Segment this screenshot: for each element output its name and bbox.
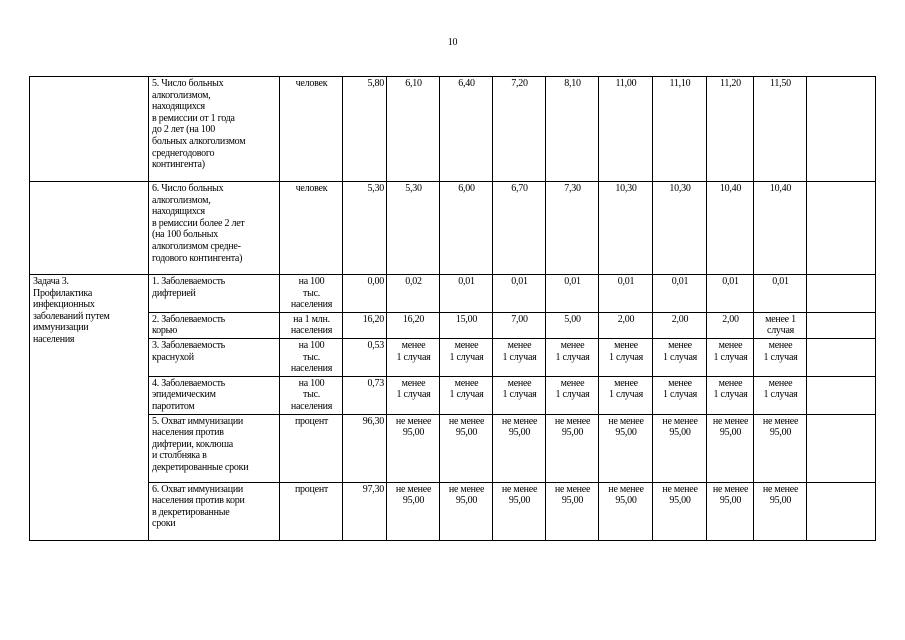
- value-cell: менее 1 случая: [754, 312, 807, 338]
- value-cell: 6,70: [493, 182, 546, 275]
- task-cell: [30, 77, 149, 182]
- table-row: [30, 312, 876, 338]
- table-row: [30, 275, 876, 313]
- value-cell: 96,30: [343, 414, 387, 482]
- value-cell: не менее 95,00: [546, 482, 599, 540]
- value-cell: менее 1 случая: [599, 338, 653, 376]
- value-cell: менее 1 случая: [387, 338, 440, 376]
- indicator-cell: 5. Число больных алкоголизмом, находящихся в ремиссии от 1 года до 2 лет (на 100 больных алкоголизмом среднегодового контингента): [149, 77, 280, 182]
- value-cell: 0,01: [440, 275, 493, 313]
- value-cell: 10,40: [754, 182, 807, 275]
- last-cell: [807, 338, 876, 376]
- last-cell: [807, 312, 876, 338]
- value-cell: менее 1 случая: [493, 376, 546, 414]
- value-cell: не менее 95,00: [599, 414, 653, 482]
- value-cell: не менее 95,00: [440, 482, 493, 540]
- unit-cell: процент: [280, 482, 343, 540]
- value-cell: 0,00: [343, 275, 387, 313]
- value-cell: 0,73: [343, 376, 387, 414]
- value-cell: 5,30: [387, 182, 440, 275]
- value-cell: менее 1 случая: [707, 338, 754, 376]
- value-cell: не менее 95,00: [653, 482, 707, 540]
- table-row: [30, 414, 876, 482]
- value-cell: не менее 95,00: [387, 482, 440, 540]
- value-cell: менее 1 случая: [387, 376, 440, 414]
- last-cell: [807, 414, 876, 482]
- value-cell: не менее 95,00: [754, 482, 807, 540]
- value-cell: не менее 95,00: [707, 482, 754, 540]
- value-cell: не менее 95,00: [440, 414, 493, 482]
- task-cell: [30, 182, 149, 275]
- last-cell: [807, 376, 876, 414]
- value-cell: 0,02: [387, 275, 440, 313]
- value-cell: не менее 95,00: [387, 414, 440, 482]
- value-cell: 6,00: [440, 182, 493, 275]
- value-cell: менее 1 случая: [546, 376, 599, 414]
- unit-cell: человек: [280, 182, 343, 275]
- value-cell: 15,00: [440, 312, 493, 338]
- value-cell: менее 1 случая: [653, 376, 707, 414]
- value-cell: 0,01: [493, 275, 546, 313]
- unit-cell: процент: [280, 414, 343, 482]
- value-cell: 0,01: [754, 275, 807, 313]
- last-cell: [807, 275, 876, 313]
- value-cell: 0,01: [653, 275, 707, 313]
- indicator-cell: 4. Заболеваемость эпидемическим паротитом: [149, 376, 280, 414]
- value-cell: менее 1 случая: [440, 376, 493, 414]
- table-row: [30, 482, 876, 540]
- value-cell: 0,01: [546, 275, 599, 313]
- table-row: [30, 182, 876, 275]
- value-cell: 16,20: [343, 312, 387, 338]
- value-cell: 11,10: [653, 77, 707, 182]
- value-cell: 11,00: [599, 77, 653, 182]
- value-cell: 2,00: [599, 312, 653, 338]
- unit-cell: на 1 млн. населения: [280, 312, 343, 338]
- value-cell: 6,10: [387, 77, 440, 182]
- value-cell: 5,80: [343, 77, 387, 182]
- value-cell: 5,00: [546, 312, 599, 338]
- unit-cell: на 100 тыс. населения: [280, 376, 343, 414]
- value-cell: не менее 95,00: [707, 414, 754, 482]
- value-cell: менее 1 случая: [653, 338, 707, 376]
- value-cell: менее 1 случая: [546, 338, 599, 376]
- value-cell: 7,30: [546, 182, 599, 275]
- value-cell: 0,53: [343, 338, 387, 376]
- unit-cell: человек: [280, 77, 343, 182]
- table-row: [30, 338, 876, 376]
- value-cell: 5,30: [343, 182, 387, 275]
- value-cell: 16,20: [387, 312, 440, 338]
- indicator-cell: 2. Заболеваемость корью: [149, 312, 280, 338]
- value-cell: не менее 95,00: [599, 482, 653, 540]
- value-cell: 7,20: [493, 77, 546, 182]
- value-cell: не менее 95,00: [653, 414, 707, 482]
- value-cell: 2,00: [653, 312, 707, 338]
- value-cell: 97,30: [343, 482, 387, 540]
- value-cell: менее 1 случая: [493, 338, 546, 376]
- value-cell: 2,00: [707, 312, 754, 338]
- last-cell: [807, 182, 876, 275]
- value-cell: 8,10: [546, 77, 599, 182]
- value-cell: не менее 95,00: [754, 414, 807, 482]
- value-cell: не менее 95,00: [546, 414, 599, 482]
- value-cell: менее 1 случая: [754, 376, 807, 414]
- table-row: [30, 77, 876, 182]
- value-cell: менее 1 случая: [707, 376, 754, 414]
- indicator-cell: 6. Число больных алкоголизмом, находящихся в ремиссии более 2 лет (на 100 больных алкоголизмом средне- годового контингента): [149, 182, 280, 275]
- last-cell: [807, 77, 876, 182]
- value-cell: менее 1 случая: [440, 338, 493, 376]
- indicator-cell: 5. Охват иммунизации населения против дифтерии, коклюша и столбняка в декретированные сроки: [149, 414, 280, 482]
- last-cell: [807, 482, 876, 540]
- value-cell: не менее 95,00: [493, 414, 546, 482]
- indicator-cell: 1. Заболеваемость дифтерией: [149, 275, 280, 313]
- indicators-table: [29, 76, 876, 541]
- value-cell: 10,30: [653, 182, 707, 275]
- value-cell: менее 1 случая: [599, 376, 653, 414]
- value-cell: менее 1 случая: [754, 338, 807, 376]
- value-cell: 10,40: [707, 182, 754, 275]
- value-cell: 0,01: [599, 275, 653, 313]
- value-cell: 7,00: [493, 312, 546, 338]
- indicator-cell: 3. Заболеваемость краснухой: [149, 338, 280, 376]
- indicator-cell: 6. Охват иммунизации населения против кори в декретированные сроки: [149, 482, 280, 540]
- value-cell: 11,50: [754, 77, 807, 182]
- table-row: [30, 376, 876, 414]
- value-cell: 6,40: [440, 77, 493, 182]
- unit-cell: на 100 тыс. населения: [280, 338, 343, 376]
- page-number: 10: [447, 37, 458, 48]
- unit-cell: на 100 тыс. населения: [280, 275, 343, 313]
- value-cell: 10,30: [599, 182, 653, 275]
- value-cell: 11,20: [707, 77, 754, 182]
- task-cell: Задача 3. Профилактика инфекционных заболеваний путем иммунизации населения: [30, 275, 149, 541]
- value-cell: не менее 95,00: [493, 482, 546, 540]
- value-cell: 0,01: [707, 275, 754, 313]
